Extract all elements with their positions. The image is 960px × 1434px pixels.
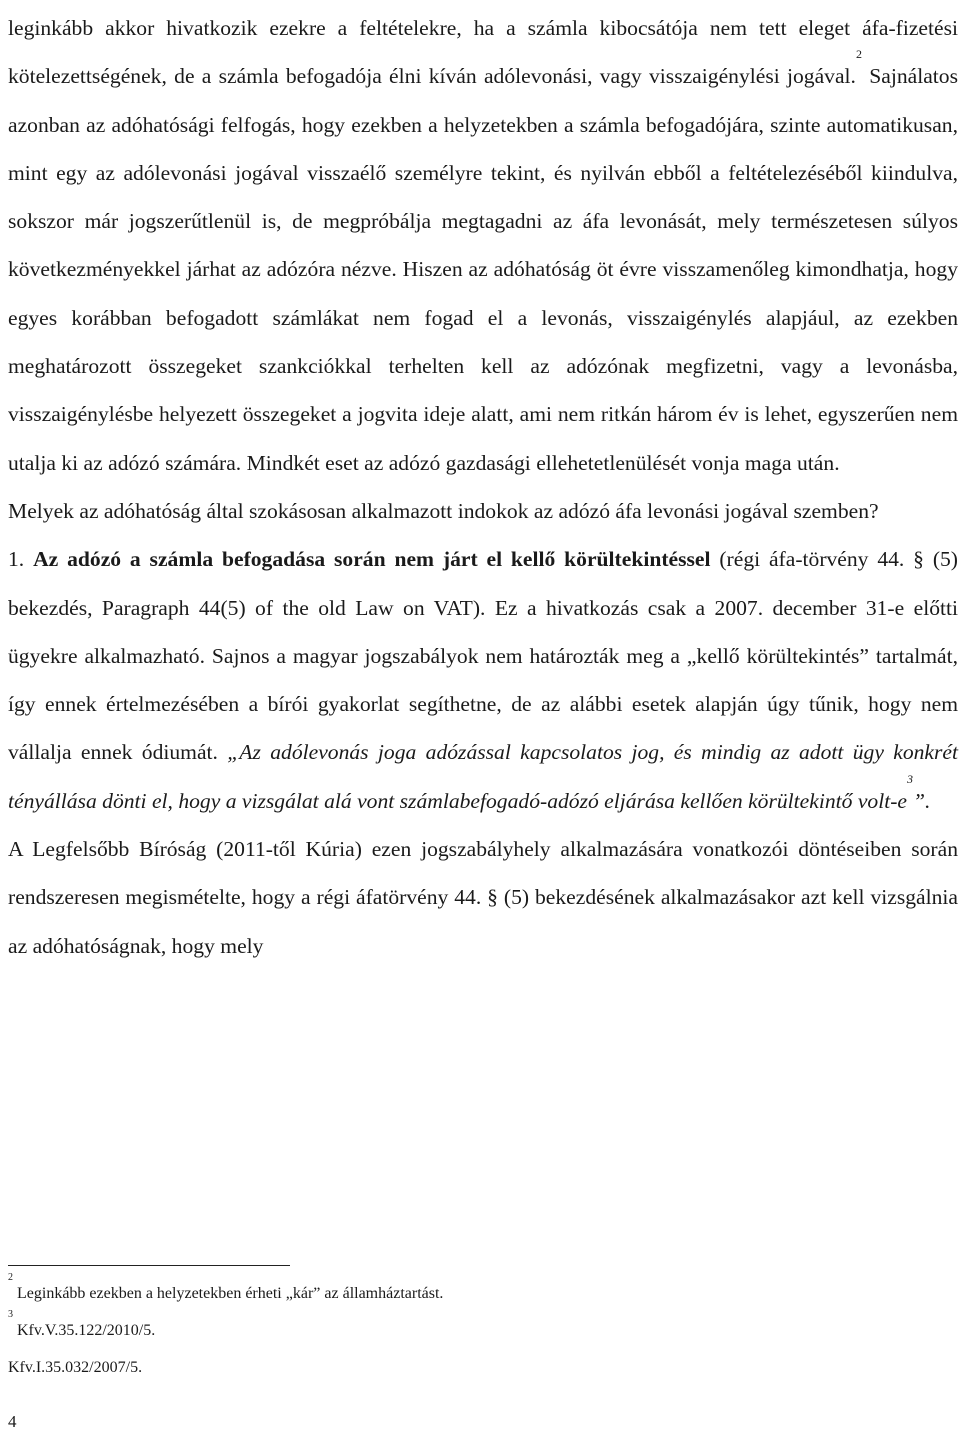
footnote-ref-3[interactable]: 3 (907, 771, 913, 786)
footnote-3-continued (8, 1349, 948, 1386)
footnote-ref-2[interactable]: 2 (855, 47, 862, 62)
footnotes (8, 1272, 948, 1386)
footnote-number: 3 (8, 1309, 13, 1320)
court-quote-text: „Az adólevonás joga adózással kapcsolatos jog, és mindig az adott ügy konkrét tényállása dönti el, hogy a vizsgálat alá vont számlabefogadó-adózó eljárása kellően körültekintő volt-e (8, 740, 958, 813)
footnote-3 (8, 1309, 948, 1349)
paragraph-1-text-b: Sajnálatos azonban az adóhatósági felfogás, hogy ezekben a helyzetekben a számla befogadójára, szinte automatikusan, mint egy az adólevonási jogával visszaélő személyre tekint, és nyilván ebből a feltételezéséből kiindulva, sokszor már jogszerűtlenül is, de megpróbálja megtagadni az áfa levonását, mely természetesen súlyos következményekkel járhat az adózóra nézve. Hiszen az adóhatóság öt évre visszamenőleg kimondhatja, hogy egyes korábban befogadott számlákat nem fogad el a levonás, visszaigénylés alapjául, az ezekben meghatározott összegeket szankciókkal terhelten kell az adózónak megfizetni, vagy a levonásba, visszaigénylésbe helyezett összegeket a jogvita ideje alatt, ami nem ritkán három év is lehet, egyszerűen nem utalja ki az adózó számára. Mindkét eset az adózó gazdasági ellehetetlenülését vonja maga után. (8, 64, 958, 475)
footnote-text: Leginkább ezekben a helyzetekben érheti „kár” az államháztartást. (17, 1285, 444, 1302)
page-number: 4 (8, 1412, 17, 1431)
paragraph-1-text-a: leginkább akkor hivatkozik ezekre a feltételekre, ha a számla kibocsátója nem tett eleget áfa-fizetési kötelezettségének, de a számla befogadója élni kíván adólevonási, vagy visszaigénylési jogával. (8, 16, 958, 89)
paragraph-3 (8, 535, 958, 825)
footnote-text: Kfv.I.35.032/2007/5. (8, 1359, 143, 1376)
paragraph-4: A Legfelsőbb Bíróság (2011-től Kúria) ezen jogszabályhely alkalmazására vonatkozói döntéseiben során rendszeresen megismételte, hogy a régi áfatörvény 44. § (5) bekezdésének alkalmazásakor azt kell vizsgálnia az adóhatóságnak, hogy mely (8, 837, 958, 958)
paragraph-3-text: (régi áfa-törvény 44. § (5) bekezdés, Paragraph 44(5) of the old Law on VAT). Ez a hivatkozás csak a 2007. december 31-e előtti ügyekre alkalmazható. Sajnos a magyar jogszabályok nem határozták meg a „kellő körültekintés” tartalmát, így ennek értelmezésében a bírói gyakorlat segíthetne, de az alábbi esetek alapján úgy tűnik, hogy nem vállalja ennek ódiumát. (8, 547, 958, 765)
footnote-text: Kfv.V.35.122/2010/5. (17, 1322, 156, 1339)
paragraph-1 (8, 4, 958, 487)
footnote-separator (8, 1265, 290, 1266)
body-text (8, 4, 958, 970)
footnote-2 (8, 1272, 948, 1312)
footnote-number: 2 (8, 1272, 13, 1283)
heading-reason-1: Az adózó a számla befogadása során nem járt el kellő körültekintéssel (33, 547, 711, 572)
court-quote-end: ”. (913, 788, 931, 813)
paragraph-2: Melyek az adóhatóság által szokásosan alkalmazott indokok az adózó áfa levonási jogával szemben? (8, 498, 879, 523)
list-number: 1. (8, 547, 25, 572)
